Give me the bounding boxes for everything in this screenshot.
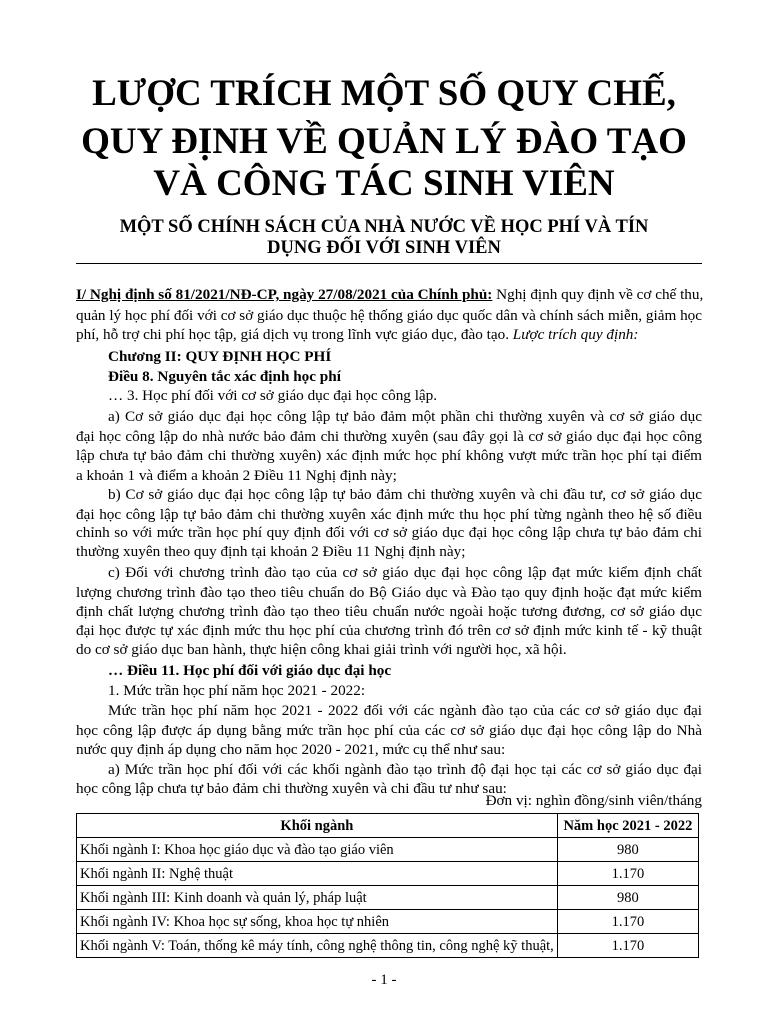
para-b-line-2: đại học công lập tự bảo đảm chi thường xuyên xác định mức thu học phí từng ngành theo hệ số điều	[76, 506, 702, 523]
tuition-table	[76, 813, 699, 958]
intro-line-3	[76, 324, 702, 345]
major-group-name: Khối ngành III: Kinh doanh và quản lý, pháp luật	[77, 886, 558, 910]
ceiling-line-1: Mức trần học phí năm học 2021 - 2022 đối với các ngành đào tạo của các cơ sở giáo dục đại	[108, 702, 702, 719]
doc-title-line-3: VÀ CÔNG TÁC SINH VIÊN	[153, 163, 615, 204]
para-c-line-5: do cơ sở giáo dục ban hành, thực hiện công khai giải trình với người học, xã hội.	[76, 641, 567, 658]
tuition-value: 1.170	[557, 910, 698, 934]
tuition-value: 1.170	[557, 934, 698, 958]
header-school-year: Năm học 2021 - 2022	[557, 814, 698, 838]
para-a-line-3: lập chưa tự bảo đảm chi thường xuyên) xác định mức học phí không vượt mức trần học phí tại điểm	[76, 447, 702, 464]
para-c-line-3: định chất lượng chương trình đào tạo theo tiêu chuẩn nước ngoài hoặc tương đương, cơ sở giáo dục	[76, 603, 702, 620]
decree-heading: I/ Nghị định số 81/2021/NĐ-CP, ngày 27/08/2021 của Chính phủ:	[76, 286, 493, 303]
para-a-line-2: đại học công lập do nhà nước bảo đảm chi thường xuyên (sau đây gọi là cơ sở giáo dục đại học công	[76, 428, 702, 445]
intro-line-2: quản lý học phí đối với cơ sở giáo dục thuộc hệ thống giáo dục quốc dân và chính sách miễn, giảm học	[76, 307, 702, 324]
table-row	[77, 886, 699, 910]
page-number: - 1 -	[371, 972, 397, 988]
ceiling-line-2: học công lập được áp dụng bằng mức trần học phí của các cơ sở giáo dục đại học công lập do Nhà	[76, 722, 702, 739]
tuition-value: 1.170	[557, 862, 698, 886]
intro-line-3-text: phí, hỗ trợ chi phí học tập, giá dịch vụ trong lĩnh vực giáo dục, đào tạo.	[76, 326, 513, 343]
para-a-line-4: a khoản 1 và điểm a khoản 2 Điều 11 Nghị định này;	[76, 467, 397, 484]
sub-a-line-1: a) Mức trần học phí đối với các khối ngành đào tạo trình độ đại học tại các cơ sở giáo dục đại	[108, 761, 702, 778]
table-row	[77, 838, 699, 862]
item-3: … 3. Học phí đối với cơ sở giáo dục đại học công lập.	[108, 387, 438, 404]
para-c-line-2: lượng chương trình đào tạo theo tiêu chuẩn do Bộ Giáo dục và Đào tạo quy định hoặc đạt mức kiểm	[76, 584, 702, 601]
para-b-line-3: chỉnh so với mức trần học phí quy định đối với cơ sở giáo dục đại học công lập chưa tự bảo đảm chi	[76, 524, 702, 541]
title-divider	[76, 263, 702, 264]
intro-line-1-rest: Nghị định quy định về cơ chế thu,	[492, 286, 704, 303]
major-group-name: Khối ngành IV: Khoa học sự sống, khoa học tự nhiên	[77, 910, 558, 934]
major-group-name: Khối ngành II: Nghệ thuật	[77, 862, 558, 886]
para-c-line-1: c) Đối với chương trình đào tạo của cơ sở giáo dục đại học công lập đạt mức kiểm định chất	[108, 564, 702, 581]
item-1: 1. Mức trần học phí năm học 2021 - 2022:	[108, 682, 366, 699]
tuition-value: 980	[557, 886, 698, 910]
article-11-heading: … Điều 11. Học phí đối với giáo dục đại học	[108, 662, 392, 679]
table-row	[77, 934, 699, 958]
ceiling-line-3: nước quy định áp dụng cho năm học 2020 - 2021, mức cụ thể như sau:	[76, 741, 506, 758]
major-group-name: Khối ngành V: Toán, thống kê máy tính, công nghệ thông tin, công nghệ kỹ thuật,	[77, 934, 558, 958]
doc-subtitle-line-1: MỘT SỐ CHÍNH SÁCH CỦA NHÀ NƯỚC VỀ HỌC PHÍ VÀ TÍN	[119, 217, 649, 237]
table-row	[77, 862, 699, 886]
major-group-name: Khối ngành I: Khoa học giáo dục và đào tạo giáo viên	[77, 838, 558, 862]
para-c-line-4: đại học được tự xác định mức thu học phí của chương trình đó trên cơ sở định mức kinh tế - kỹ thuật	[76, 622, 702, 639]
unit-note: Đơn vị: nghìn đồng/sinh viên/tháng	[485, 792, 702, 809]
sub-a-line-2: học công lập chưa tự bảo đảm chi thường xuyên và chi đầu tư như sau:	[76, 780, 507, 797]
doc-subtitle-line-2: DỤNG ĐỐI VỚI SINH VIÊN	[267, 238, 501, 258]
para-b-line-1: b) Cơ sở giáo dục đại học công lập tự bảo đảm chi thường xuyên và chi đầu tư, cơ sở giáo dục	[108, 486, 702, 503]
intro-line-1	[76, 284, 702, 305]
chapter-heading: Chương II: QUY ĐỊNH HỌC PHÍ	[108, 348, 332, 365]
article-8-heading: Điều 8. Nguyên tắc xác định học phí	[108, 368, 341, 385]
doc-title-line-2: QUY ĐỊNH VỀ QUẢN LÝ ĐÀO TẠO	[81, 121, 687, 162]
table-header-row	[77, 814, 699, 838]
header-major-group: Khối ngành	[77, 814, 558, 838]
table-row	[77, 910, 699, 934]
doc-title-line-1: LƯỢC TRÍCH MỘT SỐ QUY CHẾ,	[92, 73, 676, 114]
para-b-line-4: thường xuyên theo quy định tại khoản 2 Điều 11 Nghị định này;	[76, 543, 466, 560]
para-a-line-1: a) Cơ sở giáo dục đại học công lập tự bảo đảm một phần chi thường xuyên và cơ sở giáo dục	[108, 408, 702, 425]
tuition-value: 980	[557, 838, 698, 862]
excerpt-note: Lược trích quy định:	[512, 326, 639, 343]
